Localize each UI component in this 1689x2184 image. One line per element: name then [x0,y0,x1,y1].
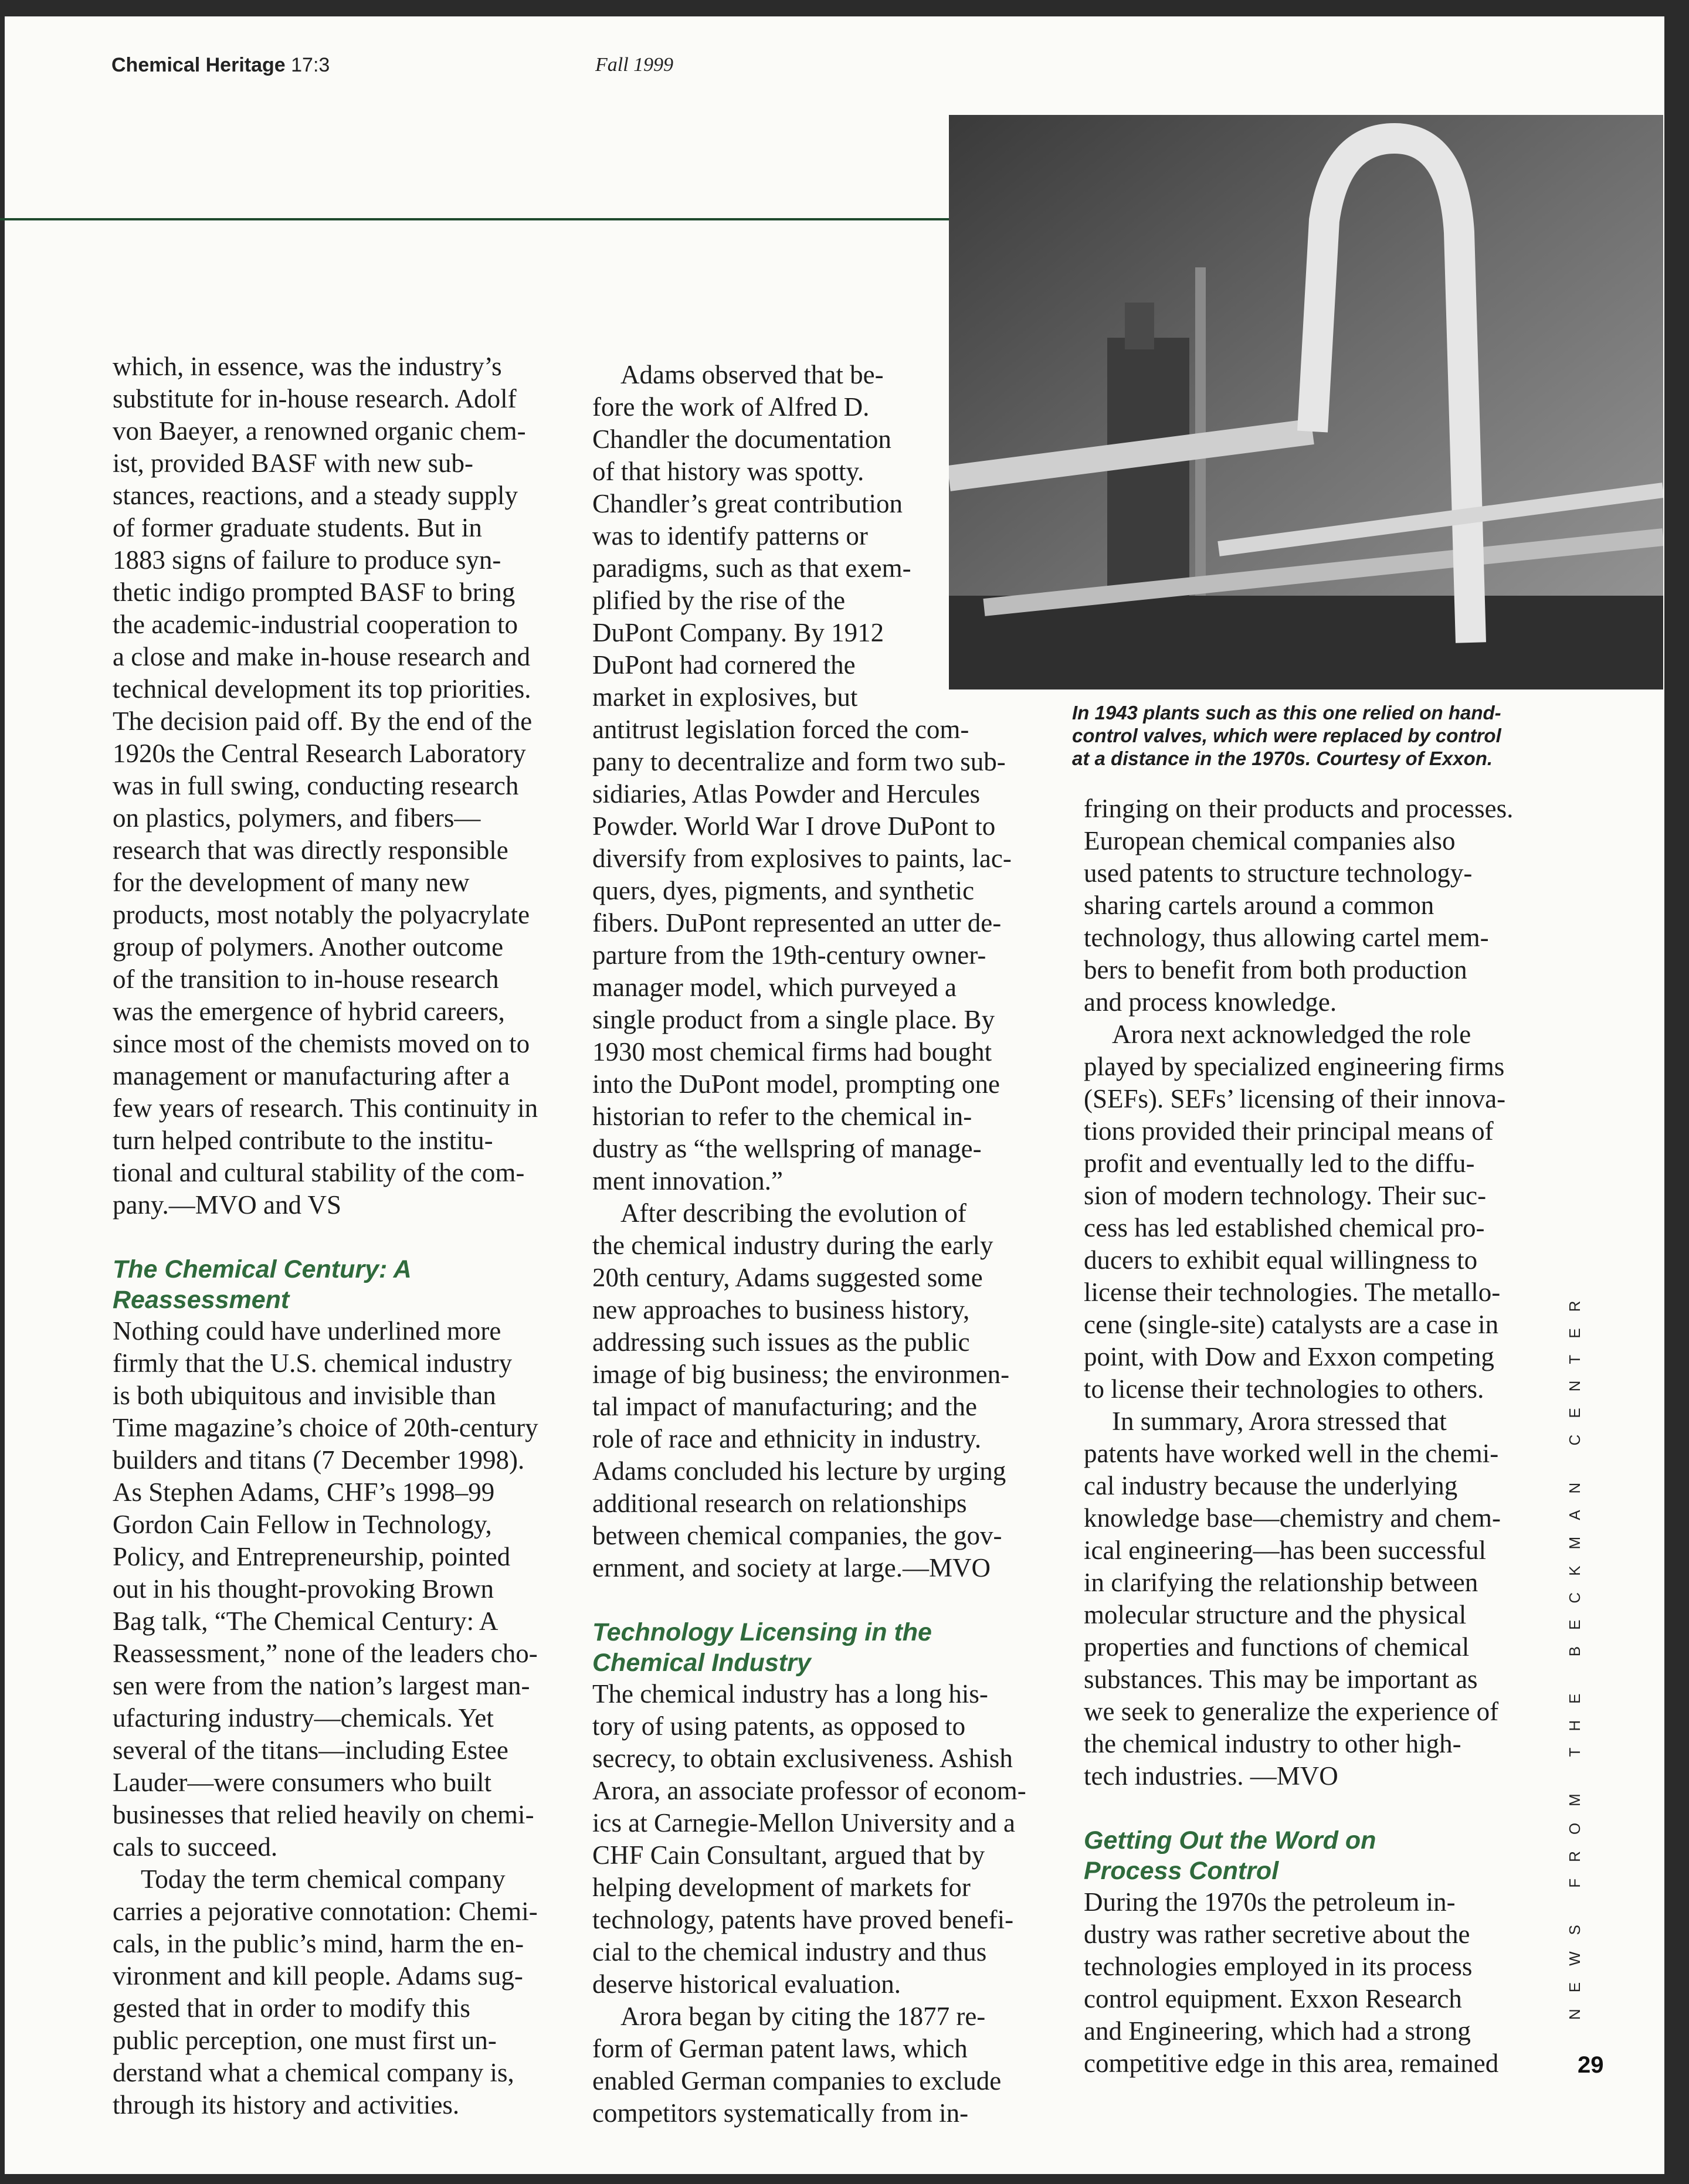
page-number: 29 [1578,2052,1604,2078]
photo-caption: In 1943 plants such as this one relied on hand-control valves, which were replaced by control at a distance in the 1970s. Courtesy of Exxon. [1072,702,1501,769]
paragraph: Nothing could have underlined more firmly that the U.S. chemical industry is both ubiquitous and invisible than Time magazine’s choice of 20th-century builders and titans (7 December 1998). As Stephen Adams, CHF’s 1998–99 Gordon Cain Fellow in Technology, Policy, and Entrepreneurship, pointed out in his thought-provoking Brown Bag talk, “The Chemical Century: A Reassessment,” none of the leaders cho- sen were from the nation’s largest man- ufacturing industry—chemicals. Yet several of the titans—including Estee Lauder—were consumers who built businesses that relied heavily on chemi- cals to succeed. [113,1316,538,1862]
section-heading-technology-licensing: Technology Licensing in the Chemical Industry [592,1618,932,1677]
refinery-photo [949,115,1663,689]
paragraph: In summary, Arora stressed that patents have worked well in the chemi- cal industry because the underlying knowledge base—chemistry and chem- ical engineering—has been successful in clarifying the relationship between molecular structure and the physical properties and functions of chemical substances. This may be important as we seek to generalize the experience of the chemical industry to other high- tech industries. —MVO [1084,1407,1501,1791]
paragraph: The chemical industry has a long his- tory of using patents, as opposed to secrecy, to obtain exclusiveness. Ashish Arora, an associate professor of econom- ics at Carnegie-Mellon University and a CHF Cain Consultant, argued that by helping development of markets for technology, patents have proved benefi- cial to the chemical industry and thus deserve historical evaluation. [592,1679,1026,1999]
paragraph: Today the term chemical company carries a pejorative connotation: Chemi- cals, in the public’s mind, harm the en- vironment and kill people. Adams sug- gested that in order to modify this public perception, one must first un- derstand what a chemical company is, through its history and activities. [113,1864,538,2120]
header-rule [0,218,950,220]
column-3 [1084,793,1541,2080]
paragraph: Arora next acknowledged the role played by specialized engineering firms (SEFs). SEFs’ licensing of their innova- tions provided their principal means of profit and eventually led to the diffu- sion of modern technology. Their suc- cess has led established chemical pro- ducers to exhibit equal willingness to license their technologies. The metallo- cene (single-site) catalysts are a case in point, with Dow and Exxon competing to license their technologies to others. [1084,1020,1506,1404]
journal-title: Chemical Heritage [111,54,286,76]
running-header-date: Fall 1999 [595,54,674,76]
section-label-vertical: NEWS FROM THE BECKMAN CENTER [1566,1284,1583,2020]
journal-issue: 17:3 [291,54,330,76]
paragraph: Arora began by citing the 1877 re- form of German patent laws, which enabled German companies to exclude competitors systematically from in- [592,2002,1002,2128]
section-heading-process-control: Getting Out the Word on Process Control [1084,1826,1376,1885]
running-header-journal [111,54,330,77]
section-heading-chemical-century: The Chemical Century: A Reassessment [113,1255,412,1314]
paragraph: Adams observed that be- fore the work of Alfred D. Chandler the documentation of that history was spotty. Chandler’s great contribution was to identify patterns or paradigms, such as that exem- plified by the rise of the DuPont Company. By 1912 DuPont had cornered the market in explosives, but antitrust legislation forced the com- pany to decentralize and form two sub- sidiaries, Atlas Powder and Hercules Powder. World War I drove DuPont to diversify from explosives to paints, lac- quers, dyes, pigments, and synthetic fibers. DuPont represented an utter de- parture from the 19th-century owner- manager model, which purveyed a single product from a single place. By 1930 most chemical firms had bought into the DuPont model, prompting one historian to refer to the chemical in- dustry as “the wellspring of manage- ment innovation.” [592,360,1012,1195]
column-1 [113,351,558,2121]
column-2 [592,359,1050,2129]
paragraph: which, in essence, was the industry’s substitute for in-house research. Adolf von Baeyer, a renowned organic chem- ist, provided BASF with new sub- stances, reactions, and a steady supply of former graduate students. But in 1883 signs of failure to produce syn- thetic indigo prompted BASF to bring the academic-industrial cooperation to a close and make in-house research and technical development its top priorities. The decision paid off. By the end of the 1920s the Central Research Laboratory was in full swing, conducting research on plastics, polymers, and fibers— research that was directly responsible for the development of many new products, most notably the polyacrylate group of polymers. Another outcome of the transition to in-house research was the emergence of hybrid careers, since most of the chemists moved on to management or manufacturing after a few years of research. This continuity in turn helped contribute to the institu- tional and cultural stability of the com- pany.—MVO and VS [113,352,538,1220]
paragraph: After describing the evolution of the chemical industry during the early 20th century, Adams suggested some new approaches to business history, addressing such issues as the public image of big business; the environmen- tal impact of manufacturing; and the role of race and ethnicity in industry. Adams concluded his lecture by urging additional research on relationships between chemical companies, the gov- ernment, and society at large.—MVO [592,1198,1010,1582]
paragraph: During the 1970s the petroleum in- dustry was rather secretive about the technologies employed in its process control equipment. Exxon Research and Engineering, which had a strong competitive edge in this area, remained [1084,1887,1499,2078]
paragraph: fringing on their products and processes. European chemical companies also used patents to structure technology- sharing cartels around a common technology, thus allowing cartel mem- bers to benefit from both production and process knowledge. [1084,794,1514,1017]
